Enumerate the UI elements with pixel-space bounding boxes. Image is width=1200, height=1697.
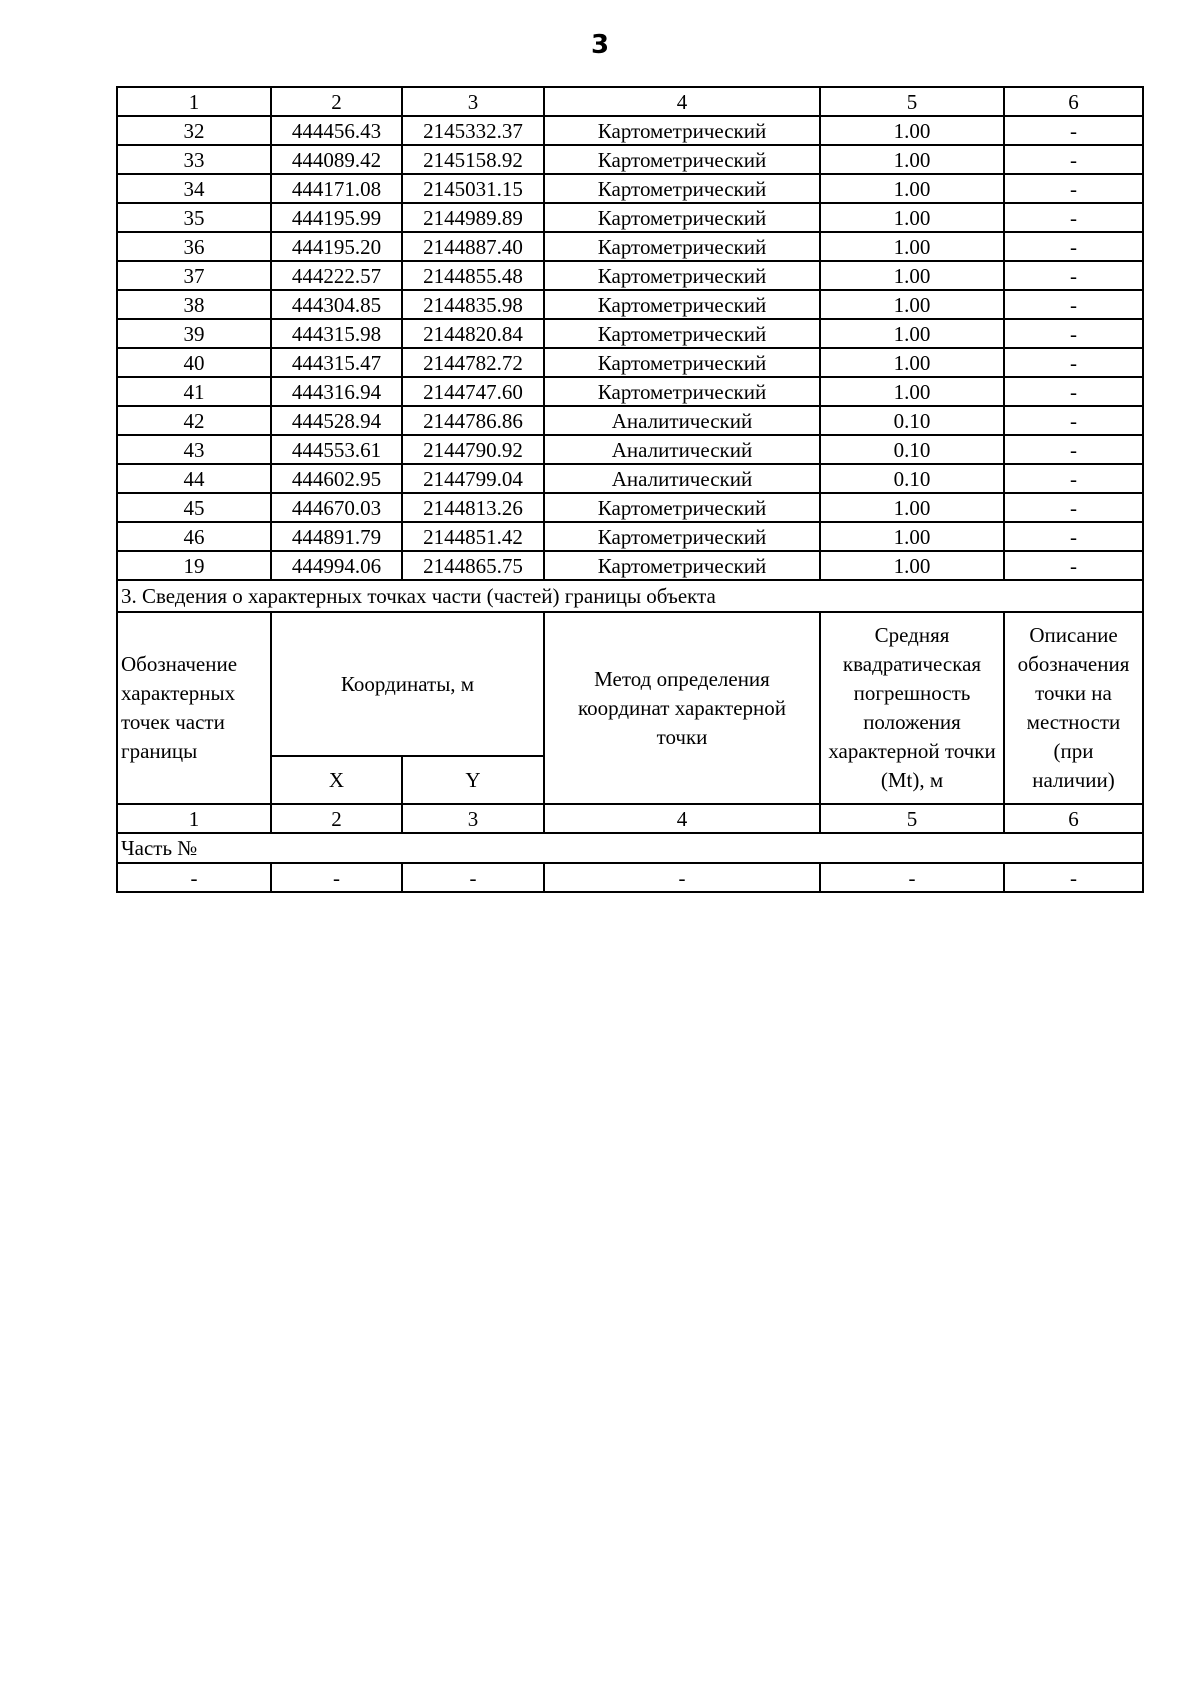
description-cell: - [1004, 435, 1143, 464]
description-cell: - [1004, 319, 1143, 348]
accuracy-cell: 1.00 [820, 493, 1004, 522]
accuracy-cell: 1.00 [820, 319, 1004, 348]
description-cell: - [1004, 261, 1143, 290]
part-cell: - [117, 863, 271, 892]
part-cell: - [402, 863, 544, 892]
point-number-cell: 34 [117, 174, 271, 203]
header-y: Y [402, 756, 544, 804]
header-designation-line: границы [121, 739, 198, 763]
section-column-number-row [117, 804, 1143, 833]
x-coordinate-cell: 444222.57 [271, 261, 402, 290]
accuracy-cell: 1.00 [820, 522, 1004, 551]
column-number: 3 [402, 804, 544, 833]
column-number: 6 [1004, 87, 1143, 116]
method-cell: Картометрический [544, 261, 820, 290]
table-row [117, 406, 1143, 435]
point-number-cell: 41 [117, 377, 271, 406]
table-row [117, 261, 1143, 290]
point-number-cell: 36 [117, 232, 271, 261]
accuracy-cell: 1.00 [820, 116, 1004, 145]
point-number-cell: 44 [117, 464, 271, 493]
accuracy-cell: 1.00 [820, 377, 1004, 406]
header-error: Средняя квадратическая погрешность положения характерной точки (Mt), м [820, 612, 1004, 804]
point-number-cell: 39 [117, 319, 271, 348]
x-coordinate-cell: 444891.79 [271, 522, 402, 551]
description-cell: - [1004, 551, 1143, 580]
table-row [117, 145, 1143, 174]
header-x: X [271, 756, 402, 804]
header-designation-line: характерных [121, 681, 236, 705]
description-cell: - [1004, 348, 1143, 377]
coordinates-table-body [117, 87, 1143, 892]
description-cell: - [1004, 406, 1143, 435]
column-number: 2 [271, 87, 402, 116]
column-number: 1 [117, 804, 271, 833]
y-coordinate-cell: 2144790.92 [402, 435, 544, 464]
method-cell: Картометрический [544, 203, 820, 232]
x-coordinate-cell: 444315.47 [271, 348, 402, 377]
table-row [117, 551, 1143, 580]
column-number: 5 [820, 87, 1004, 116]
header-coordinates: Координаты, м [271, 612, 544, 756]
description-cell: - [1004, 522, 1143, 551]
accuracy-cell: 1.00 [820, 551, 1004, 580]
column-number: 1 [117, 87, 271, 116]
accuracy-cell: 1.00 [820, 290, 1004, 319]
point-number-cell: 38 [117, 290, 271, 319]
point-number-cell: 33 [117, 145, 271, 174]
coordinates-table [116, 86, 1144, 893]
y-coordinate-cell: 2144786.86 [402, 406, 544, 435]
table-row [117, 203, 1143, 232]
y-coordinate-cell: 2144782.72 [402, 348, 544, 377]
header-row [117, 612, 1143, 756]
y-coordinate-cell: 2144865.75 [402, 551, 544, 580]
page-number: 3 [590, 30, 610, 60]
column-number: 5 [820, 804, 1004, 833]
description-cell: - [1004, 377, 1143, 406]
part-label: Часть № [117, 833, 1143, 863]
y-coordinate-cell: 2144820.84 [402, 319, 544, 348]
method-cell: Картометрический [544, 319, 820, 348]
method-cell: Картометрический [544, 522, 820, 551]
accuracy-cell: 1.00 [820, 348, 1004, 377]
accuracy-cell: 0.10 [820, 406, 1004, 435]
point-number-cell: 42 [117, 406, 271, 435]
table-row [117, 522, 1143, 551]
point-number-cell: 43 [117, 435, 271, 464]
x-coordinate-cell: 444315.98 [271, 319, 402, 348]
description-cell: - [1004, 232, 1143, 261]
part-cell: - [1004, 863, 1143, 892]
method-cell: Аналитический [544, 464, 820, 493]
x-coordinate-cell: 444304.85 [271, 290, 402, 319]
column-number: 6 [1004, 804, 1143, 833]
method-cell: Картометрический [544, 232, 820, 261]
description-cell: - [1004, 290, 1143, 319]
accuracy-cell: 1.00 [820, 203, 1004, 232]
y-coordinate-cell: 2144813.26 [402, 493, 544, 522]
y-coordinate-cell: 2144887.40 [402, 232, 544, 261]
part-label-row [117, 833, 1143, 863]
part-cell: - [544, 863, 820, 892]
accuracy-cell: 0.10 [820, 435, 1004, 464]
method-cell: Картометрический [544, 348, 820, 377]
part-row [117, 863, 1143, 892]
y-coordinate-cell: 2144989.89 [402, 203, 544, 232]
x-coordinate-cell: 444670.03 [271, 493, 402, 522]
point-number-cell: 40 [117, 348, 271, 377]
column-number: 4 [544, 804, 820, 833]
method-cell: Картометрический [544, 551, 820, 580]
x-coordinate-cell: 444602.95 [271, 464, 402, 493]
point-number-cell: 19 [117, 551, 271, 580]
method-cell: Картометрический [544, 493, 820, 522]
description-cell: - [1004, 116, 1143, 145]
x-coordinate-cell: 444171.08 [271, 174, 402, 203]
y-coordinate-cell: 2145332.37 [402, 116, 544, 145]
accuracy-cell: 0.10 [820, 464, 1004, 493]
description-cell: - [1004, 493, 1143, 522]
point-number-cell: 46 [117, 522, 271, 551]
header-method: Метод определения координат характерной точки [544, 612, 820, 804]
table-row [117, 232, 1143, 261]
x-coordinate-cell: 444195.99 [271, 203, 402, 232]
header-designation-line: точек части [121, 710, 225, 734]
table-row [117, 116, 1143, 145]
method-cell: Аналитический [544, 435, 820, 464]
section-title: 3. Сведения о характерных точках части (частей) границы объекта [117, 580, 1143, 612]
part-cell: - [271, 863, 402, 892]
accuracy-cell: 1.00 [820, 174, 1004, 203]
x-coordinate-cell: 444553.61 [271, 435, 402, 464]
method-cell: Картометрический [544, 174, 820, 203]
description-cell: - [1004, 203, 1143, 232]
accuracy-cell: 1.00 [820, 261, 1004, 290]
accuracy-cell: 1.00 [820, 232, 1004, 261]
x-coordinate-cell: 444195.20 [271, 232, 402, 261]
header-designation [117, 612, 271, 804]
y-coordinate-cell: 2145031.15 [402, 174, 544, 203]
header-description: Описание обозначения точки на местности (при наличии) [1004, 612, 1143, 804]
point-number-cell: 45 [117, 493, 271, 522]
accuracy-cell: 1.00 [820, 145, 1004, 174]
y-coordinate-cell: 2145158.92 [402, 145, 544, 174]
header-designation-line: Обозначение [121, 652, 238, 676]
table-row [117, 348, 1143, 377]
method-cell: Картометрический [544, 145, 820, 174]
section-title-row [117, 580, 1143, 612]
x-coordinate-cell: 444089.42 [271, 145, 402, 174]
method-cell: Картометрический [544, 377, 820, 406]
y-coordinate-cell: 2144851.42 [402, 522, 544, 551]
y-coordinate-cell: 2144747.60 [402, 377, 544, 406]
point-number-cell: 37 [117, 261, 271, 290]
column-number-row [117, 87, 1143, 116]
description-cell: - [1004, 145, 1143, 174]
method-cell: Картометрический [544, 116, 820, 145]
point-number-cell: 32 [117, 116, 271, 145]
y-coordinate-cell: 2144799.04 [402, 464, 544, 493]
point-number-cell: 35 [117, 203, 271, 232]
y-coordinate-cell: 2144835.98 [402, 290, 544, 319]
description-cell: - [1004, 464, 1143, 493]
method-cell: Картометрический [544, 290, 820, 319]
table-row [117, 493, 1143, 522]
x-coordinate-cell: 444316.94 [271, 377, 402, 406]
x-coordinate-cell: 444456.43 [271, 116, 402, 145]
description-cell: - [1004, 174, 1143, 203]
table-row [117, 174, 1143, 203]
x-coordinate-cell: 444994.06 [271, 551, 402, 580]
column-number: 3 [402, 87, 544, 116]
method-cell: Аналитический [544, 406, 820, 435]
table-row [117, 435, 1143, 464]
column-number: 2 [271, 804, 402, 833]
y-coordinate-cell: 2144855.48 [402, 261, 544, 290]
table-row [117, 377, 1143, 406]
column-number: 4 [544, 87, 820, 116]
table-row [117, 319, 1143, 348]
table-row [117, 464, 1143, 493]
x-coordinate-cell: 444528.94 [271, 406, 402, 435]
part-cell: - [820, 863, 1004, 892]
table-row [117, 290, 1143, 319]
